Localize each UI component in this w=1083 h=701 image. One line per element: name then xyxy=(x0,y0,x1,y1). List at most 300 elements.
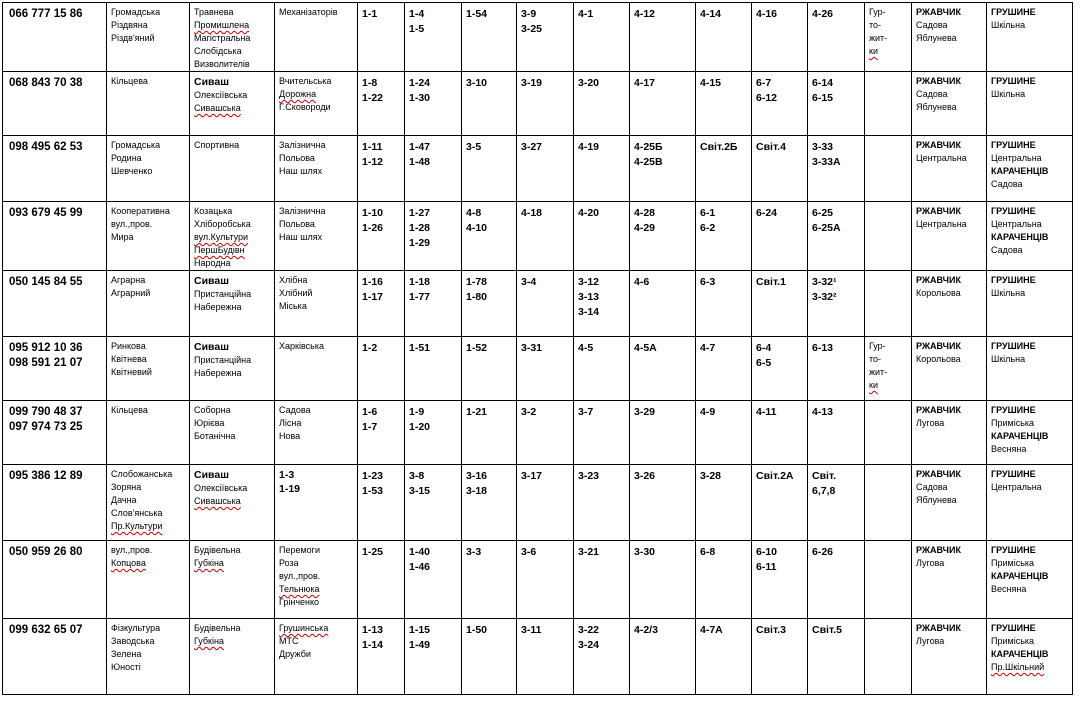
house-number: 3-3 xyxy=(466,546,482,558)
house-number: 1-10 xyxy=(362,207,384,219)
house-range-cell xyxy=(752,465,808,541)
street-name: Аграрна xyxy=(111,275,146,285)
phone-number: 050 145 84 55 xyxy=(9,276,83,288)
village-name: ГРУШИНЕ xyxy=(991,140,1036,150)
house-number: 1-12 xyxy=(362,156,384,168)
street-list-cell xyxy=(107,136,190,202)
house-range-cell xyxy=(405,337,462,401)
street-name: Сивашська xyxy=(194,496,241,506)
phone-number: 095 912 10 36 xyxy=(9,342,83,354)
street-name: Сиваш xyxy=(194,275,229,287)
street-list-cell xyxy=(275,337,358,401)
street-name: Слобожанська xyxy=(111,469,173,479)
street-name: Наш шлях xyxy=(279,232,323,242)
dormitory-note-cell xyxy=(865,202,912,271)
house-number: 6-7 xyxy=(756,77,772,89)
house-range-cell xyxy=(358,337,405,401)
house-number: 1-53 xyxy=(362,485,384,497)
street-name: Квітнева xyxy=(111,354,147,364)
house-number: 3-16 xyxy=(466,470,488,482)
street-list-cell xyxy=(190,202,275,271)
phone-number: 050 959 26 80 xyxy=(9,546,83,558)
house-number: 1-13 xyxy=(362,624,384,636)
house-number: 6-26 xyxy=(812,546,834,558)
house-range-cell xyxy=(696,136,752,202)
phone-number: 097 974 73 25 xyxy=(9,421,83,433)
village-name: ГРУШИНЕ xyxy=(991,341,1036,351)
house-range-cell xyxy=(517,72,574,136)
house-number: 6-14 xyxy=(812,77,834,89)
street-name: Народна xyxy=(194,258,231,268)
house-range-cell xyxy=(358,619,405,695)
street-list-cell xyxy=(107,72,190,136)
house-range-cell xyxy=(574,72,630,136)
village-name: РЖАВЧИК xyxy=(916,7,961,17)
house-number: 4-5А xyxy=(634,342,657,354)
house-number: 3-22 xyxy=(578,624,600,636)
street-list-cell xyxy=(190,3,275,72)
house-number: Світ.1 xyxy=(756,276,786,288)
house-range-cell xyxy=(517,619,574,695)
street-name: Олексіївська xyxy=(194,483,248,493)
phone-cell xyxy=(3,541,107,619)
house-range-cell xyxy=(808,271,865,337)
house-range-cell xyxy=(517,401,574,465)
street-name: Набережна xyxy=(194,368,242,378)
street-name: Дорожна xyxy=(279,89,317,99)
house-number: 1-46 xyxy=(409,561,431,573)
house-number: 6-24 xyxy=(756,207,778,219)
house-number: 1-16 xyxy=(362,276,384,288)
house-range-cell xyxy=(517,136,574,202)
table-row xyxy=(3,3,1073,72)
street-name: Губкіна xyxy=(194,558,224,568)
street-list-cell xyxy=(275,136,358,202)
house-range-cell xyxy=(358,202,405,271)
street-name: Родина xyxy=(111,153,142,163)
street-name: Сиваш xyxy=(194,76,229,88)
street-list-cell xyxy=(190,136,275,202)
house-number: 3-18 xyxy=(466,485,488,497)
house-range-cell xyxy=(808,401,865,465)
house-number: 3-6 xyxy=(521,546,537,558)
village-hrushyne-cell xyxy=(987,136,1073,202)
street-name: ки xyxy=(869,380,878,390)
house-number: 4-9 xyxy=(700,406,716,418)
house-range-cell xyxy=(517,337,574,401)
house-number: 4-12 xyxy=(634,8,656,20)
street-name: Лугова xyxy=(916,636,945,646)
street-list-cell xyxy=(275,541,358,619)
house-number: 1-52 xyxy=(466,342,488,354)
dormitory-note-cell xyxy=(865,72,912,136)
street-name: Центральна xyxy=(991,153,1042,163)
village-name: КАРАЧЕНЦІВ xyxy=(991,166,1049,176)
street-name: Юності xyxy=(111,662,141,672)
street-name: Грінченко xyxy=(279,597,320,607)
house-number: 4-14 xyxy=(700,8,722,20)
village-name: РЖАВЧИК xyxy=(916,275,961,285)
house-range-cell xyxy=(462,465,517,541)
village-name: КАРАЧЕНЦІВ xyxy=(991,232,1049,242)
village-name: РЖАВЧИК xyxy=(916,469,961,479)
house-number: Світ. xyxy=(812,470,837,482)
table-row xyxy=(3,72,1073,136)
street-list-cell xyxy=(107,271,190,337)
house-number: 4-28 xyxy=(634,207,656,219)
house-range-cell xyxy=(517,271,574,337)
house-number: 3-23 xyxy=(578,470,600,482)
house-range-cell xyxy=(752,3,808,72)
street-name: Приміська xyxy=(991,558,1035,568)
table-row xyxy=(3,465,1073,541)
house-number: 4-6 xyxy=(634,276,650,288)
street-list-cell xyxy=(190,72,275,136)
street-name: Пристанційна xyxy=(194,355,252,365)
dormitory-note-cell xyxy=(865,465,912,541)
house-number: 3-5 xyxy=(466,141,482,153)
house-number: 1-18 xyxy=(409,276,431,288)
street-list-cell xyxy=(190,401,275,465)
street-name: Сивашська xyxy=(194,103,241,113)
street-name: Шевченко xyxy=(111,166,153,176)
house-range-cell xyxy=(696,202,752,271)
house-number: 1-9 xyxy=(409,406,425,418)
village-name: РЖАВЧИК xyxy=(916,140,961,150)
house-number: 6-25А xyxy=(812,222,841,234)
street-name: вул.,пров. xyxy=(279,571,321,581)
street-name: Гур- xyxy=(869,341,886,351)
house-number: 3-12 xyxy=(578,276,600,288)
house-range-cell xyxy=(752,271,808,337)
street-name: Роза xyxy=(279,558,299,568)
village-rzhavchyk-cell xyxy=(912,136,987,202)
house-number: 1-6 xyxy=(362,406,378,418)
street-name: Тельнюка xyxy=(279,584,320,594)
house-number: 4-7А xyxy=(700,624,723,636)
house-range-cell xyxy=(358,136,405,202)
house-number: 4-19 xyxy=(578,141,600,153)
street-name: Зелена xyxy=(111,649,142,659)
street-name: Аграрний xyxy=(111,288,151,298)
house-number: 6-5 xyxy=(756,357,772,369)
house-range-cell xyxy=(808,136,865,202)
phone-number: 093 679 45 99 xyxy=(9,207,83,219)
street-name: вул.,пров. xyxy=(111,219,153,229)
house-number: 4-5 xyxy=(578,342,594,354)
street-name: Кільцева xyxy=(111,405,148,415)
street-list-cell xyxy=(107,401,190,465)
house-number: 4-18 xyxy=(521,207,543,219)
house-number: 4-8 xyxy=(466,207,482,219)
village-name: ГРУШИНЕ xyxy=(991,405,1036,415)
table-row xyxy=(3,541,1073,619)
house-number: 1-14 xyxy=(362,639,384,651)
phone-cell xyxy=(3,465,107,541)
street-name: Весняна xyxy=(991,584,1027,594)
house-range-cell xyxy=(752,72,808,136)
house-range-cell xyxy=(574,619,630,695)
house-range-cell xyxy=(358,72,405,136)
house-number: 3-28 xyxy=(700,470,722,482)
house-number: 6-15 xyxy=(812,92,834,104)
house-number: 3-26 xyxy=(634,470,656,482)
house-range-cell xyxy=(630,72,696,136)
street-list-cell xyxy=(190,619,275,695)
street-name: Механізаторів xyxy=(279,7,338,17)
village-hrushyne-cell xyxy=(987,465,1073,541)
street-name: Наш шлях xyxy=(279,166,323,176)
house-range-cell xyxy=(462,541,517,619)
house-number: 1-15 xyxy=(409,624,431,636)
house-range-cell xyxy=(574,136,630,202)
dormitory-note-cell xyxy=(865,271,912,337)
dormitory-note-cell xyxy=(865,136,912,202)
house-number: 1-2 xyxy=(362,342,378,354)
village-rzhavchyk-cell xyxy=(912,202,987,271)
house-range-cell xyxy=(808,72,865,136)
phone-cell xyxy=(3,72,107,136)
house-range-cell xyxy=(358,401,405,465)
house-range-cell xyxy=(752,136,808,202)
street-name: Приміська xyxy=(991,636,1035,646)
house-range-cell xyxy=(630,541,696,619)
street-name: Лугова xyxy=(916,418,945,428)
street-name: Фізкультура xyxy=(111,623,161,633)
street-name: Грушинська xyxy=(279,623,329,633)
house-number: 1-54 xyxy=(466,8,488,20)
phone-number: 098 495 62 53 xyxy=(9,141,83,153)
street-list-cell xyxy=(275,271,358,337)
house-number: 1-23 xyxy=(362,470,384,482)
phone-number: 095 386 12 89 xyxy=(9,470,83,482)
street-name: Г.Сковороди xyxy=(279,102,331,112)
house-range-cell xyxy=(752,619,808,695)
village-hrushyne-cell xyxy=(987,337,1073,401)
village-name: РЖАВЧИК xyxy=(916,623,961,633)
street-name: вул.,пров. xyxy=(111,545,153,555)
house-number: 3-10 xyxy=(466,77,488,89)
street-name: Слов'янська xyxy=(111,508,163,518)
village-name: РЖАВЧИК xyxy=(916,341,961,351)
house-number: 4-2/3 xyxy=(634,624,658,636)
street-name: Набережна xyxy=(194,302,242,312)
house-number: Світ.2Б xyxy=(700,141,738,153)
village-rzhavchyk-cell xyxy=(912,541,987,619)
phone-number: 068 843 70 38 xyxy=(9,77,83,89)
house-range-cell xyxy=(517,202,574,271)
house-range-cell xyxy=(696,72,752,136)
street-list-cell xyxy=(107,619,190,695)
street-list-cell xyxy=(190,271,275,337)
street-name: Залізнична xyxy=(279,206,326,216)
house-number: 6-2 xyxy=(700,222,716,234)
house-range-cell xyxy=(808,337,865,401)
house-number: 3-14 xyxy=(578,306,600,318)
street-name: то- xyxy=(869,354,882,364)
village-hrushyne-cell xyxy=(987,72,1073,136)
house-range-cell xyxy=(358,541,405,619)
house-range-cell xyxy=(462,337,517,401)
house-range-cell xyxy=(696,337,752,401)
house-number: 1-51 xyxy=(409,342,431,354)
house-number: 3-32¹ xyxy=(812,276,837,288)
dormitory-note-cell xyxy=(865,619,912,695)
house-range-cell xyxy=(630,401,696,465)
dormitory-note-cell xyxy=(865,337,912,401)
village-hrushyne-cell xyxy=(987,619,1073,695)
house-number: 4-13 xyxy=(812,406,834,418)
street-name: Корольова xyxy=(916,288,961,298)
house-range-cell xyxy=(405,541,462,619)
street-name: 1-3 xyxy=(279,469,295,481)
street-list-cell xyxy=(107,3,190,72)
house-number: 3-15 xyxy=(409,485,431,497)
house-number: 6-25 xyxy=(812,207,834,219)
village-rzhavchyk-cell xyxy=(912,619,987,695)
street-name: Промишлена xyxy=(194,20,250,30)
village-rzhavchyk-cell xyxy=(912,72,987,136)
house-number: 1-78 xyxy=(466,276,488,288)
street-name: Пр.Культури xyxy=(111,521,163,531)
house-number: 4-17 xyxy=(634,77,656,89)
village-name: ГРУШИНЕ xyxy=(991,275,1036,285)
house-range-cell xyxy=(630,271,696,337)
house-range-cell xyxy=(405,3,462,72)
street-name: Залізнична xyxy=(279,140,326,150)
street-name: Весняна xyxy=(991,444,1027,454)
street-name: Губкіна xyxy=(194,636,224,646)
house-range-cell xyxy=(574,465,630,541)
house-range-cell xyxy=(405,465,462,541)
house-number: 4-25В xyxy=(634,156,663,168)
schedule-document xyxy=(2,2,1073,695)
house-range-cell xyxy=(696,465,752,541)
street-name: Мира xyxy=(111,232,134,242)
street-name: Міська xyxy=(279,301,307,311)
house-range-cell xyxy=(696,619,752,695)
dormitory-note-cell xyxy=(865,401,912,465)
street-name: Спортивна xyxy=(194,140,240,150)
house-range-cell xyxy=(574,3,630,72)
street-name: Хлібний xyxy=(279,288,313,298)
street-name: Квітневий xyxy=(111,367,152,377)
street-list-cell xyxy=(190,541,275,619)
house-range-cell xyxy=(696,541,752,619)
house-range-cell xyxy=(696,401,752,465)
village-name: РЖАВЧИК xyxy=(916,405,961,415)
village-name: КАРАЧЕНЦІВ xyxy=(991,649,1049,659)
village-rzhavchyk-cell xyxy=(912,465,987,541)
house-number: 4-20 xyxy=(578,207,600,219)
street-name: Юрієва xyxy=(194,418,225,428)
house-number: 3-9 xyxy=(521,8,537,20)
street-name: Яблунева xyxy=(916,33,957,43)
village-hrushyne-cell xyxy=(987,541,1073,619)
table-row xyxy=(3,136,1073,202)
street-name: Польова xyxy=(279,219,315,229)
village-name: ГРУШИНЕ xyxy=(991,469,1036,479)
house-number: 1-7 xyxy=(362,421,378,433)
street-name: Садова xyxy=(279,405,311,415)
street-name: Травнева xyxy=(194,7,234,17)
house-number: 3-33А xyxy=(812,156,841,168)
house-number: 3-29 xyxy=(634,406,656,418)
house-range-cell xyxy=(358,3,405,72)
house-range-cell xyxy=(630,619,696,695)
house-range-cell xyxy=(358,465,405,541)
house-range-cell xyxy=(517,3,574,72)
street-name: Дружби xyxy=(279,649,311,659)
street-name: Сиваш xyxy=(194,469,229,481)
street-list-cell xyxy=(190,337,275,401)
house-number: 1-17 xyxy=(362,291,384,303)
village-rzhavchyk-cell xyxy=(912,337,987,401)
house-range-cell xyxy=(574,202,630,271)
street-name: Вчительська xyxy=(279,76,332,86)
village-hrushyne-cell xyxy=(987,401,1073,465)
house-range-cell xyxy=(517,465,574,541)
house-number: 1-30 xyxy=(409,92,431,104)
village-hrushyne-cell xyxy=(987,202,1073,271)
house-range-cell xyxy=(808,202,865,271)
street-list-cell xyxy=(107,337,190,401)
house-range-cell xyxy=(630,337,696,401)
house-number: 4-7 xyxy=(700,342,716,354)
street-name: Слобідська xyxy=(194,46,242,56)
house-number: 4-10 xyxy=(466,222,488,234)
street-name: Сиваш xyxy=(194,341,229,353)
street-name: Олексіївська xyxy=(194,90,248,100)
street-list-cell xyxy=(107,202,190,271)
house-number: 3-33 xyxy=(812,141,834,153)
street-name: Садова xyxy=(916,20,948,30)
street-list-cell xyxy=(107,541,190,619)
street-name: Кільцева xyxy=(111,76,148,86)
street-name: Садова xyxy=(991,179,1023,189)
house-number: 3-31 xyxy=(521,342,543,354)
street-name: то- xyxy=(869,20,882,30)
street-name: Садова xyxy=(991,245,1023,255)
street-name: ПершБудівн xyxy=(194,245,245,255)
street-name: Громадська xyxy=(111,140,161,150)
street-name: Ринкова xyxy=(111,341,146,351)
dormitory-note-cell xyxy=(865,3,912,72)
street-name: Ботанічна xyxy=(194,431,236,441)
street-name: Заводська xyxy=(111,636,155,646)
street-name: Будівельна xyxy=(194,623,241,633)
street-name: Корольова xyxy=(916,354,961,364)
street-name: Копцова xyxy=(111,558,146,568)
house-number: 6-13 xyxy=(812,342,834,354)
street-name: Дачна xyxy=(111,495,137,505)
street-name: Визволителів xyxy=(194,59,250,69)
house-number: 6-3 xyxy=(700,276,716,288)
village-name: ГРУШИНЕ xyxy=(991,623,1036,633)
house-number: 4-25Б xyxy=(634,141,663,153)
street-name: Садова xyxy=(916,89,948,99)
house-number: 6-10 xyxy=(756,546,778,558)
village-rzhavchyk-cell xyxy=(912,401,987,465)
house-range-cell xyxy=(405,619,462,695)
street-name: Польова xyxy=(279,153,315,163)
table-row xyxy=(3,619,1073,695)
phone-number: 098 591 21 07 xyxy=(9,357,83,369)
house-number: 1-50 xyxy=(466,624,488,636)
street-name: Шкільна xyxy=(991,89,1026,99)
street-name: Хліборобська xyxy=(194,219,251,229)
street-name: Харківська xyxy=(279,341,324,351)
